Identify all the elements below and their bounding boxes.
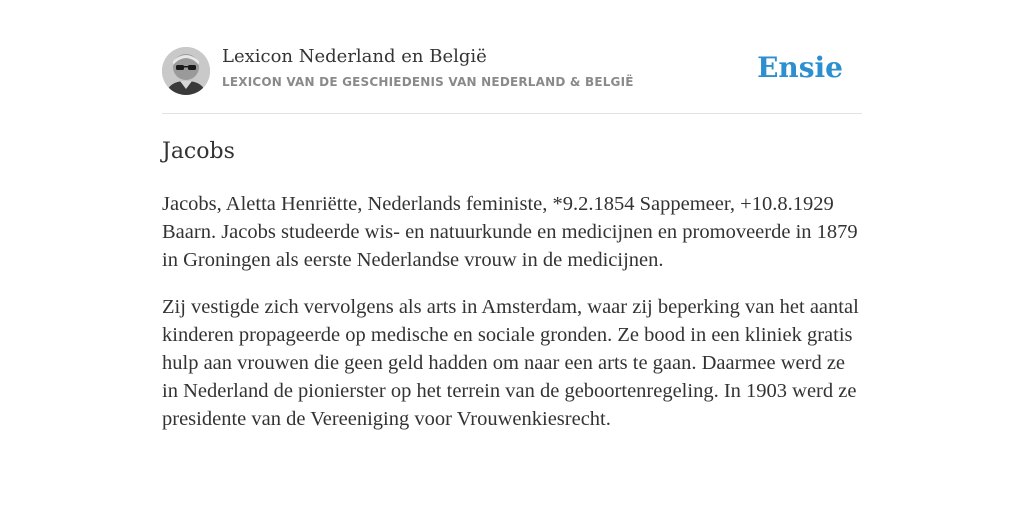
source-header (162, 0, 862, 114)
article-paragraph-1: Jacobs, Aletta Henriëtte, Nederlands feministe, *9.2.1854 Sappemeer, +10.8.1929 Baarn. Jacobs studeerde wis- en natuurkunde en medicijnen en promoveerde in 1879 in Groningen als eerste Nederlandse vrouw in de medicijnen. (162, 193, 858, 271)
article-paragraph-2: Zij vestigde zich vervolgens als arts in Amsterdam, waar zij beperking van het aantal kinderen propageerde op medische en sociale gronden. Ze bood in een kliniek gratis hulp aan vrouwen die geen geld hadden om naar een arts te gaan. Daarmee werd ze in Nederland de pionierster op het terrein van de geboortenregeling. In 1903 werd ze presidente van de Vereeniging voor Vrouwenkiesrecht. (162, 296, 859, 430)
source-title[interactable]: Lexicon Nederland en België (222, 46, 487, 67)
article-title: Jacobs (162, 139, 235, 164)
brand-logo[interactable]: Ensie (757, 51, 843, 84)
source-subtitle: LEXICON VAN DE GESCHIEDENIS VAN NEDERLAND & BELGIË (222, 75, 634, 89)
avatar-portrait-icon (162, 47, 210, 95)
author-avatar[interactable] (162, 47, 210, 95)
article-card (162, 0, 862, 430)
